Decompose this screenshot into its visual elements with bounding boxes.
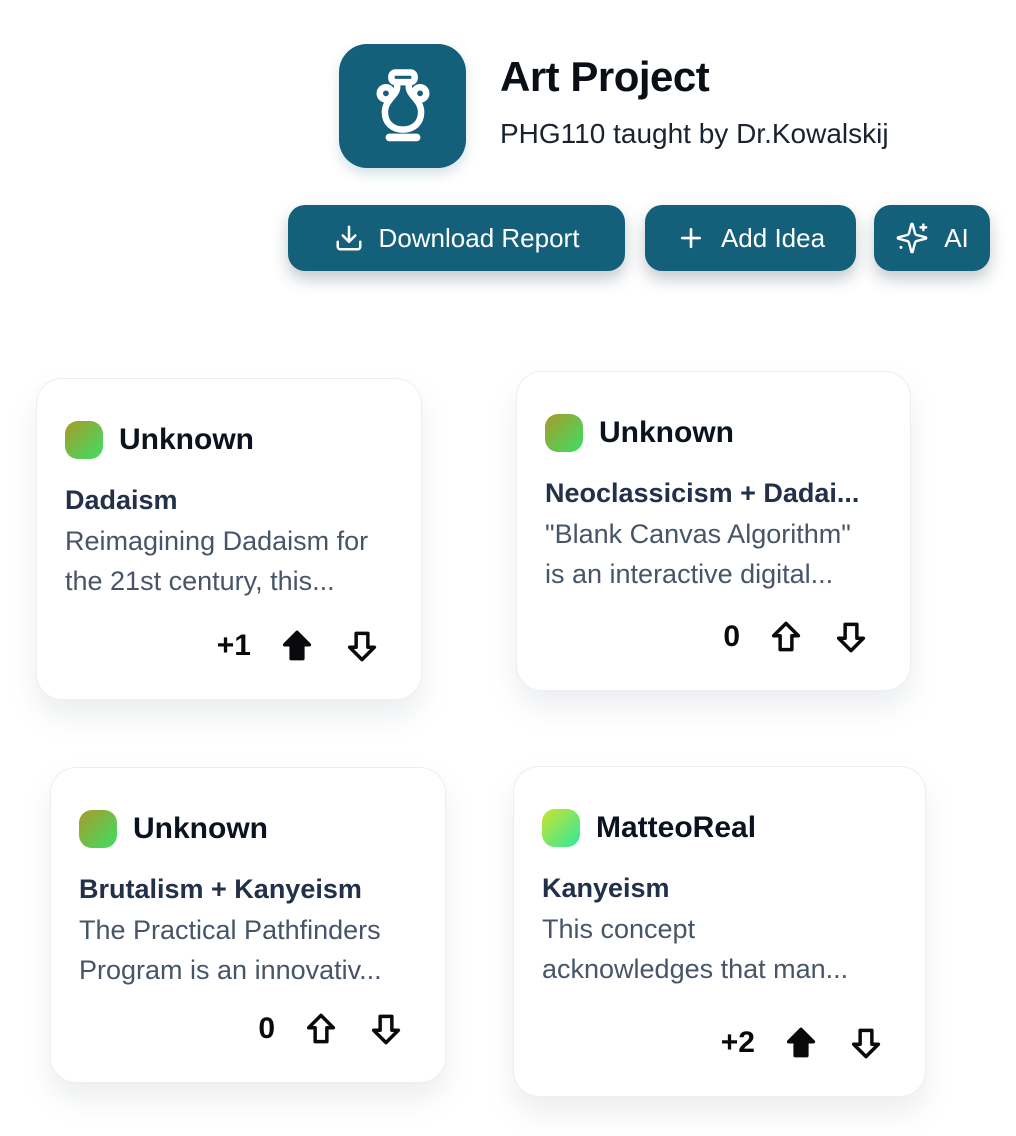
- idea-description: [65, 521, 381, 601]
- download-icon: [334, 223, 364, 253]
- app-icon: [339, 44, 466, 168]
- idea-title: Dadaism: [65, 485, 178, 515]
- vote-count: +2: [720, 1026, 755, 1059]
- down-arrow-icon: [367, 1010, 405, 1048]
- avatar: [65, 421, 103, 459]
- idea-description: [542, 909, 885, 989]
- vote-count: +1: [216, 629, 251, 662]
- idea-title: Kanyeism: [542, 873, 670, 903]
- download-report-button[interactable]: [288, 205, 625, 271]
- idea-title: Brutalism + Kanyeism: [79, 874, 362, 904]
- ai-button[interactable]: [874, 205, 990, 271]
- up-arrow-icon: [782, 1024, 820, 1062]
- upvote-button[interactable]: [278, 627, 316, 665]
- avatar: [545, 414, 583, 452]
- download-report-label: Download Report: [378, 222, 580, 253]
- amphora-icon: [362, 65, 444, 147]
- up-arrow-icon: [767, 618, 805, 656]
- add-idea-label: Add Idea: [720, 222, 826, 253]
- upvote-button[interactable]: [767, 618, 805, 656]
- avatar: [542, 809, 580, 847]
- downvote-button[interactable]: [343, 627, 381, 665]
- idea-description-line: Reimagining Dadaism for: [65, 526, 369, 556]
- idea-description: [79, 910, 405, 990]
- add-idea-button[interactable]: [645, 205, 856, 271]
- author-name: Unknown: [599, 416, 734, 449]
- idea-description: [545, 514, 870, 594]
- upvote-button[interactable]: [782, 1024, 820, 1062]
- ai-label: AI: [944, 222, 969, 253]
- idea-card[interactable]: [513, 766, 926, 1097]
- down-arrow-icon: [832, 618, 870, 656]
- header: [500, 54, 889, 150]
- avatar: [79, 810, 117, 848]
- idea-description-line: is an interactive digital...: [545, 559, 834, 589]
- downvote-button[interactable]: [847, 1024, 885, 1062]
- idea-description-line: Program is an innovativ...: [79, 955, 382, 985]
- idea-card[interactable]: [36, 378, 422, 700]
- author-name: Unknown: [133, 812, 268, 845]
- up-arrow-icon: [278, 627, 316, 665]
- author-name: Unknown: [119, 423, 254, 456]
- idea-description-line: This concept: [542, 914, 696, 944]
- downvote-button[interactable]: [832, 618, 870, 656]
- idea-description-line: The Practical Pathfinders: [79, 915, 381, 945]
- plus-icon: [676, 223, 706, 253]
- up-arrow-icon: [302, 1010, 340, 1048]
- idea-card[interactable]: [50, 767, 446, 1083]
- idea-description-line: the 21st century, this...: [65, 566, 335, 596]
- vote-count: 0: [723, 620, 740, 653]
- sparkles-icon: [895, 221, 929, 255]
- idea-card[interactable]: [516, 371, 911, 691]
- vote-count: 0: [258, 1012, 275, 1045]
- page-subtitle: PHG110 taught by Dr.Kowalskij: [500, 118, 889, 149]
- down-arrow-icon: [847, 1024, 885, 1062]
- idea-title: Neoclassicism + Dadai...: [545, 478, 860, 508]
- downvote-button[interactable]: [367, 1010, 405, 1048]
- idea-description-line: acknowledges that man...: [542, 954, 849, 984]
- upvote-button[interactable]: [302, 1010, 340, 1048]
- idea-description-line: "Blank Canvas Algorithm": [545, 519, 851, 549]
- down-arrow-icon: [343, 627, 381, 665]
- page-title: Art Project: [500, 53, 710, 100]
- author-name: MatteoReal: [596, 811, 757, 844]
